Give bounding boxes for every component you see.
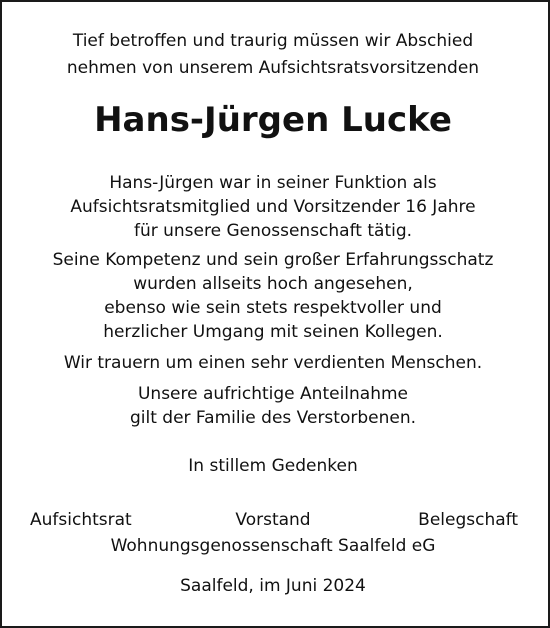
organization-name: Wohnungsgenossenschaft Saalfeld eG	[110, 536, 436, 556]
intro-line-1: Tief betroffen und traurig müssen wir Abschied	[72, 31, 474, 51]
paragraph2-line-1: Seine Kompetenz und sein großer Erfahrungsschatz	[52, 250, 494, 270]
signatory-belegschaft: Belegschaft	[418, 510, 518, 530]
paragraph1-line-2: Aufsichtsratsmitglied und Vorsitzender 16 Jahre	[70, 197, 476, 217]
paragraph2-line-3: ebenso wie sein stets respektvoller und	[104, 298, 442, 318]
paragraph4-line-2: gilt der Familie des Verstorbenen.	[129, 408, 417, 428]
paragraph3-line: Wir trauern um einen sehr verdienten Menschen.	[63, 353, 483, 373]
paragraph4-line-1: Unsere aufrichtige Anteilnahme	[137, 384, 409, 404]
place-date: Saalfeld, im Juni 2024	[180, 576, 366, 596]
signatory-aufsichtsrat: Aufsichtsrat	[30, 510, 132, 530]
paragraph1-line-3: für unsere Genossenschaft tätig.	[133, 221, 413, 241]
deceased-name: Hans-Jürgen Lucke	[94, 100, 452, 140]
paragraph2-line-2: wurden allseits hoch angesehen,	[133, 274, 413, 294]
intro-line-2: nehmen von unserem Aufsichtsratsvorsitzenden	[66, 58, 480, 78]
signatory-vorstand: Vorstand	[235, 510, 311, 530]
paragraph1-line-1: Hans-Jürgen war in seiner Funktion als	[109, 173, 437, 193]
paragraph2-line-4: herzlicher Umgang mit seinen Kollegen.	[103, 322, 443, 342]
closing-line: In stillem Gedenken	[188, 456, 358, 476]
